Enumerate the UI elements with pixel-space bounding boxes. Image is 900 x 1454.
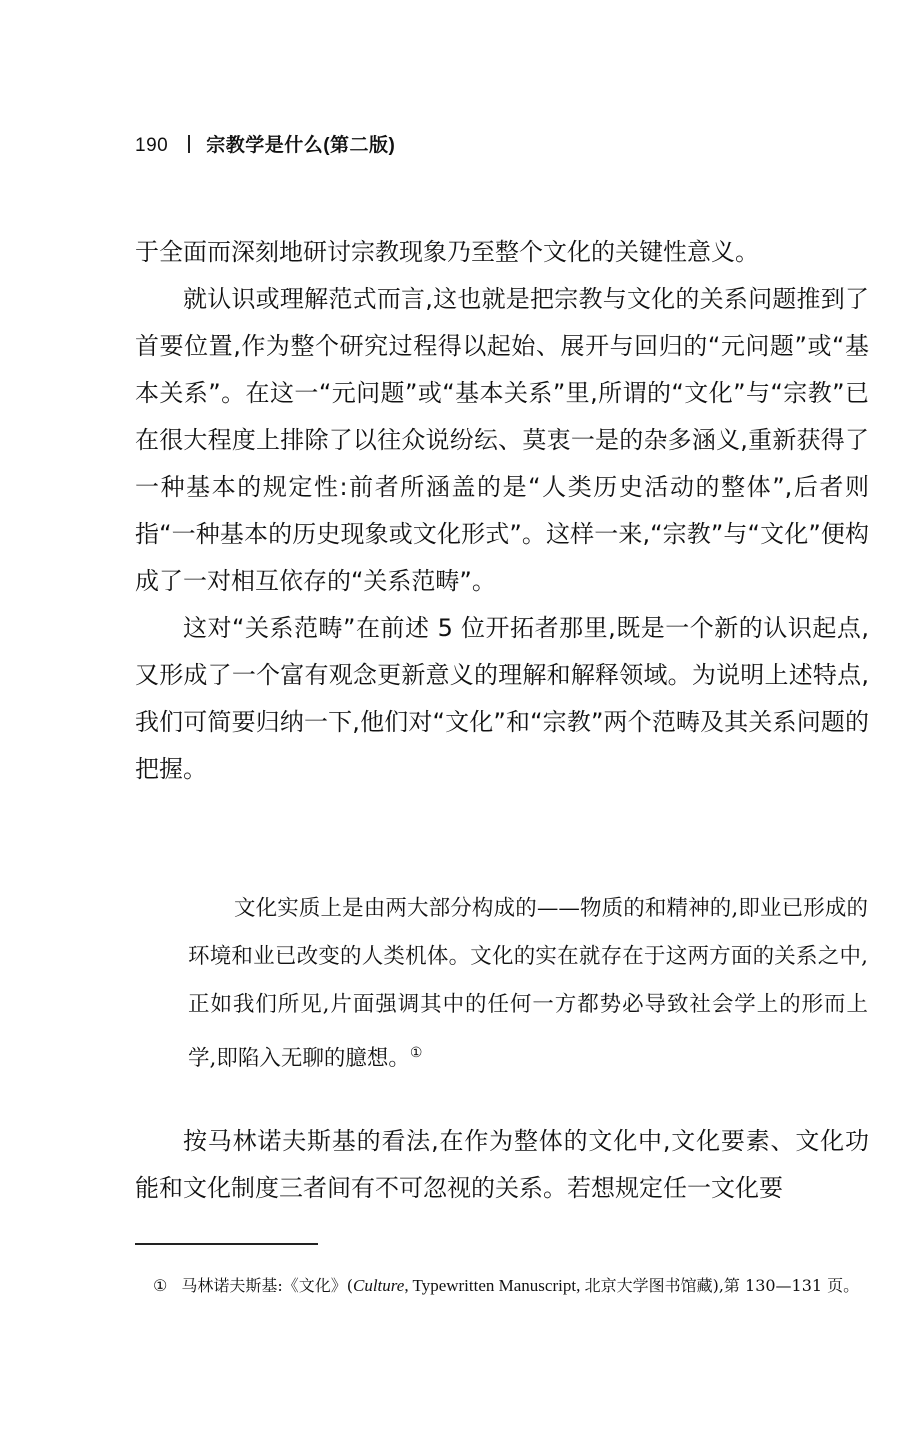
block-quote: [188, 885, 868, 1083]
footnote-suffix: 北京大学图书馆藏),第 130—131 页。: [584, 1276, 860, 1295]
footnote-manuscript: , Typewritten Manuscript,: [404, 1276, 585, 1295]
running-head: [135, 130, 395, 157]
quote-text: 文化实质上是由两大部分构成的——物质的和精神的,即业已形成的环境和业已改变的人类机体。文化的实在就存在于这两方面的关系之中,正如我们所见,片面强调其中的任何一方都势必导致社会学上的形而上学,即陷入无聊的臆想。: [188, 896, 868, 1071]
paragraph-relation-category: 这对“关系范畴”在前述 5 位开拓者那里,既是一个新的认识起点,又形成了一个富有观念更新意义的理解和解释领域。为说明上述特点,我们可简要归纳一下,他们对“文化”和“宗教”两个范畴及其关系问题的把握。: [135, 614, 869, 783]
book-title: 宗教学是什么(第二版): [206, 135, 396, 156]
paragraph-malinowski: 按马林诺夫斯基的看法,在作为整体的文化中,文化要素、文化功能和文化制度三者间有不可忽视的关系。若想规定任一文化要: [135, 1127, 869, 1202]
header-separator: [188, 135, 190, 153]
paragraph-paradigm: 就认识或理解范式而言,这也就是把宗教与文化的关系问题推到了首要位置,作为整个研究过程得以起始、展开与回归的“元问题”或“基本关系”。在这一“元问题”或“基本关系”里,所谓的“文化”与“宗教”已在很大程度上排除了以往众说纷纭、莫衷一是的杂多涵义,重新获得了一种基本的规定性:前者所涵盖的是“人类历史活动的整体”,后者则指“一种基本的历史现象或文化形式”。这样一来,“宗教”与“文化”便构成了一对相互依存的“关系范畴”。: [135, 285, 869, 595]
main-text-bottom: [135, 1118, 869, 1212]
footnote-prefix: 马林诺夫斯基:《文化》(: [181, 1276, 353, 1295]
footnote-title-en: Culture: [352, 1276, 405, 1295]
footnote-mark: ①: [153, 1276, 168, 1295]
paragraph-continued: 于全面而深刻地研讨宗教现象乃至整个文化的关键性意义。: [135, 238, 759, 266]
footnote-divider: [135, 1243, 318, 1245]
footnote: [135, 1272, 869, 1299]
page-number: 190: [135, 135, 169, 156]
main-text-top: [135, 229, 869, 793]
footnote-reference: ①: [409, 1045, 423, 1061]
